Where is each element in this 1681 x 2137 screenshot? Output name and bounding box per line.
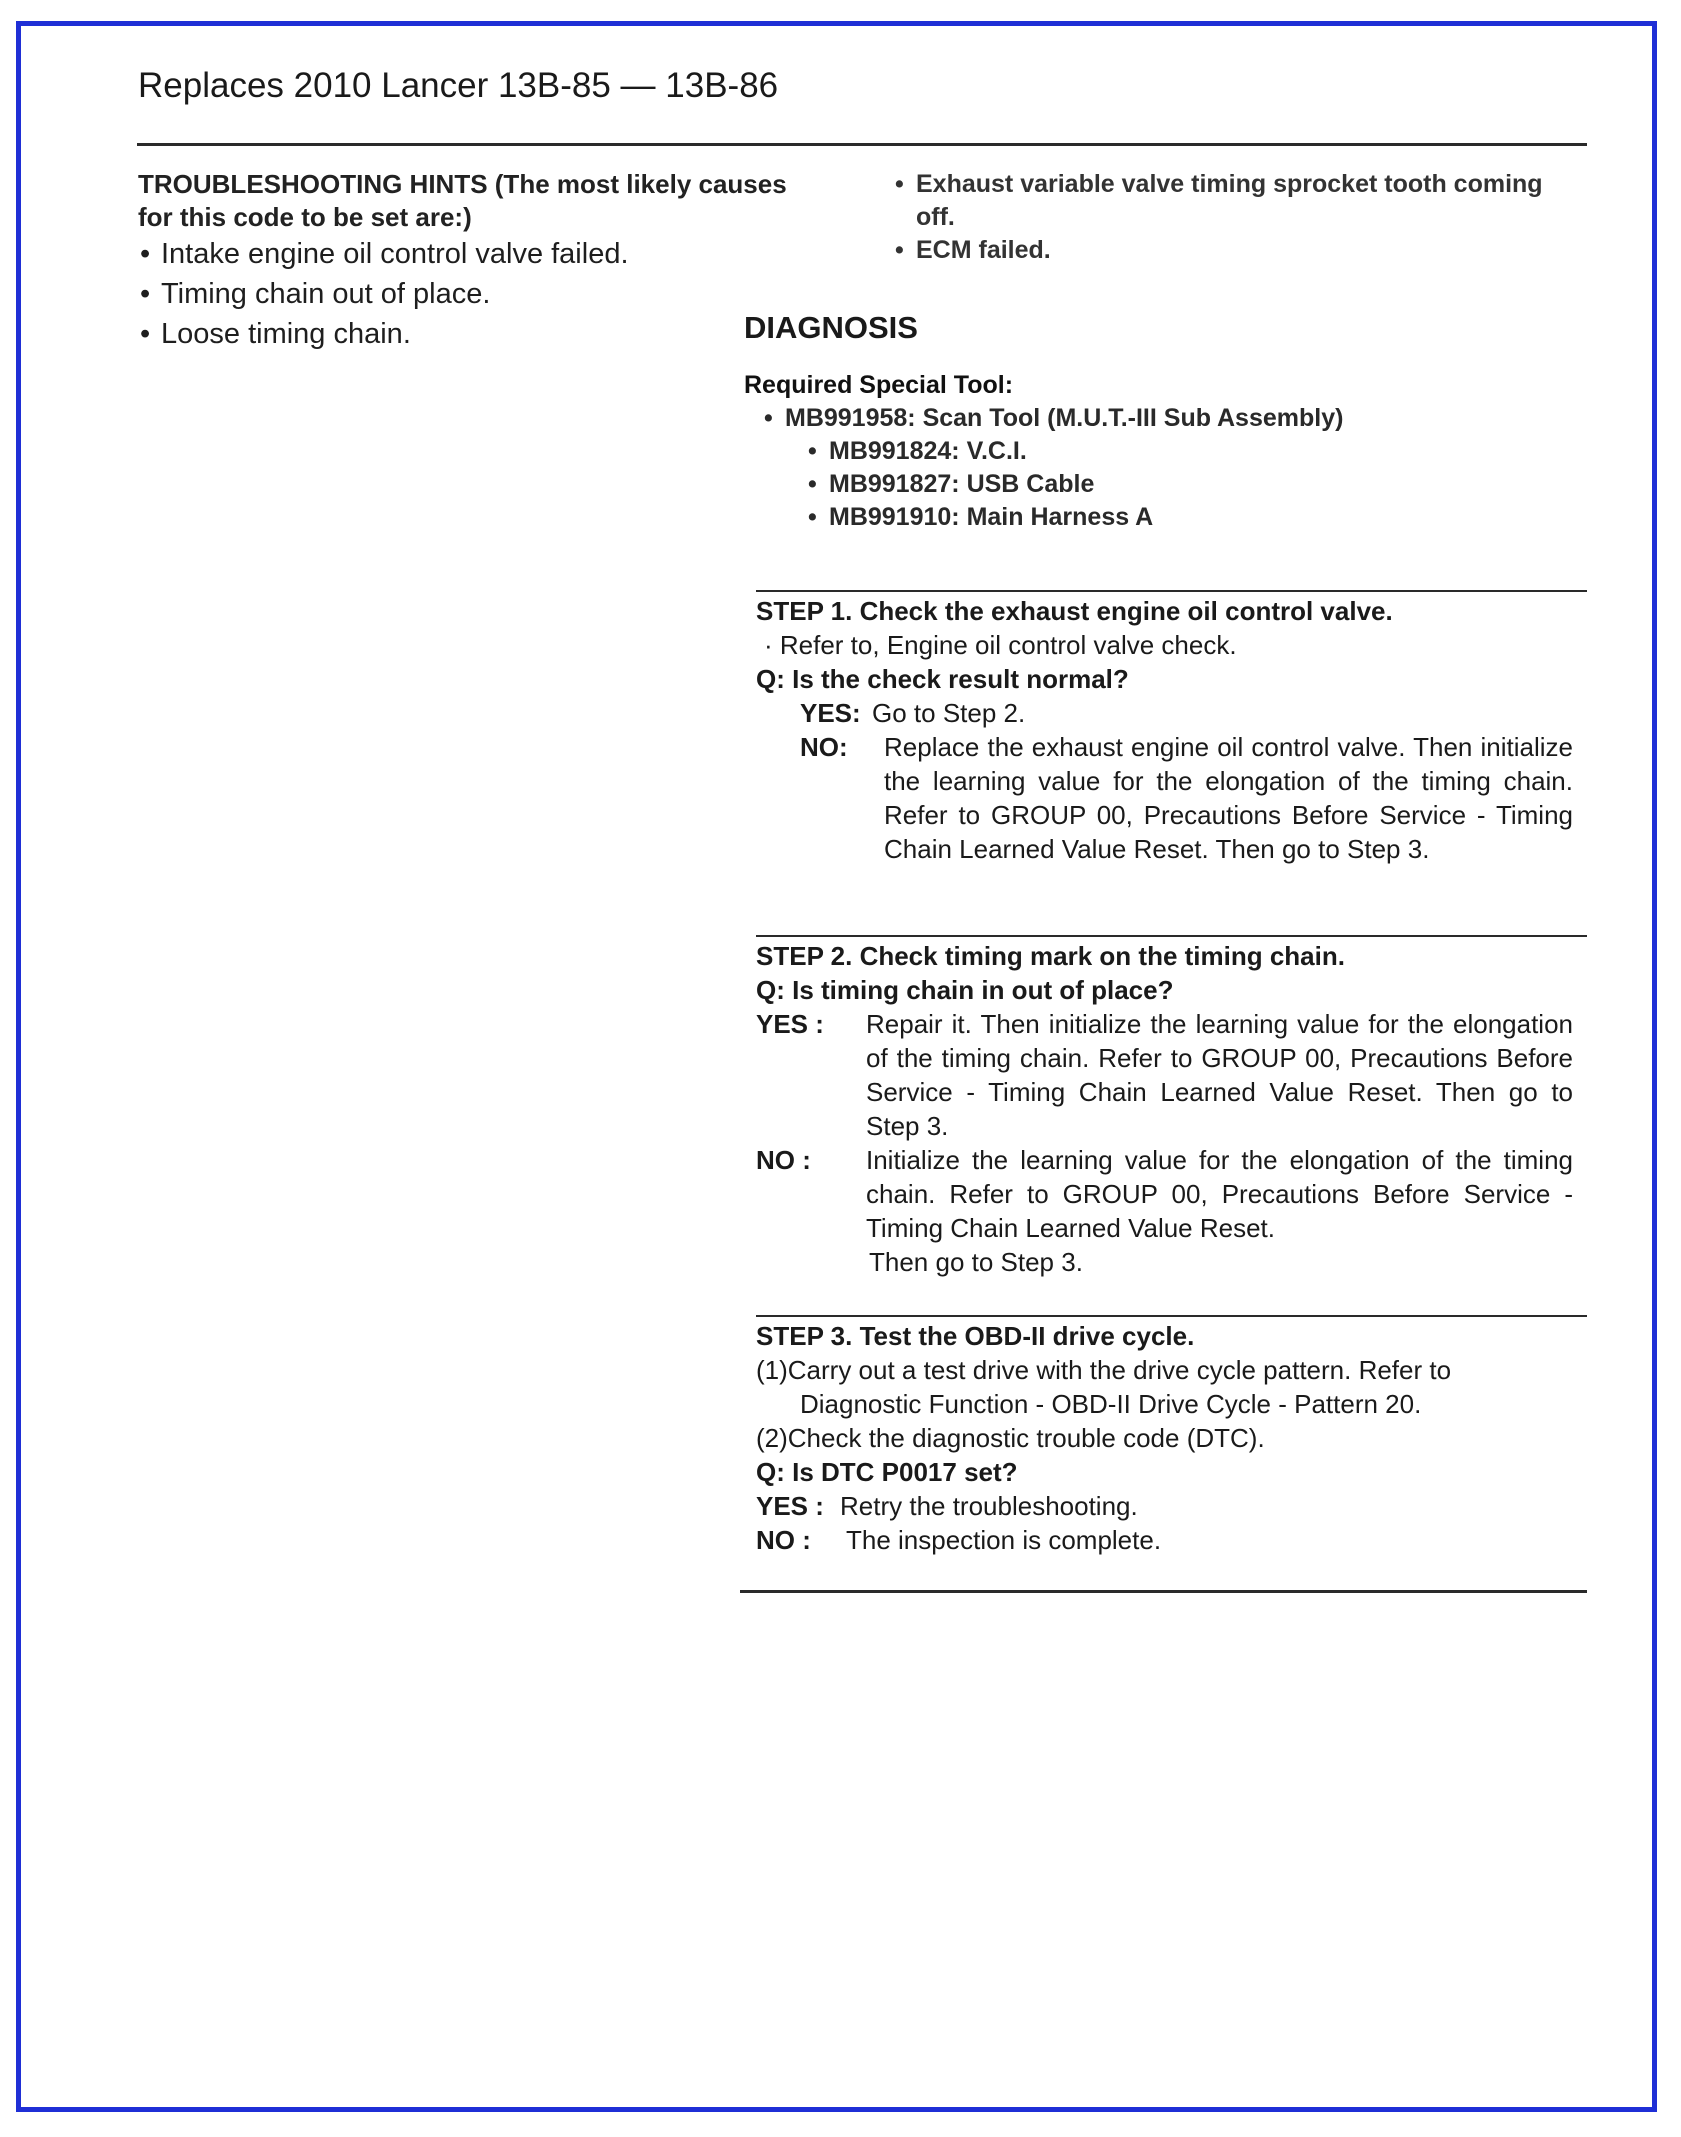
no-text [866, 1143, 1573, 1279]
hint-item: • Loose timing chain. [138, 314, 818, 354]
diagnosis-title: DIAGNOSIS [744, 310, 918, 345]
header-rule [137, 143, 1587, 146]
no-label: NO : [756, 1145, 811, 1175]
tool-subitem: • MB991824: V.C.I. [806, 435, 1584, 468]
hint-item: • ECM failed. [893, 234, 1593, 267]
step2-no [756, 1143, 1573, 1279]
no-text-main: Initialize the learning value for the elongation of the timing chain. Refer to GROUP 00, Precautions Before Service - Timing Chain Learned Value Reset. [866, 1145, 1573, 1243]
yes-label: YES: [800, 698, 861, 728]
step1-yes [756, 696, 1573, 730]
no-label: NO : [756, 1525, 811, 1555]
hint-item: • Intake engine oil control valve failed. [138, 234, 818, 274]
hints-list-right [893, 168, 1593, 267]
step1-rule [756, 590, 1587, 592]
step3-item1-cont: Diagnostic Function - OBD-II Drive Cycle - Pattern 20. [800, 1389, 1422, 1419]
yes-text: Retry the troubleshooting. [840, 1491, 1138, 1521]
no-text-end: Then go to Step 3. [869, 1247, 1083, 1277]
step1-note: · Refer to, Engine oil control valve check. [764, 630, 1237, 660]
yes-label: YES : [756, 1009, 824, 1039]
step3-no [756, 1523, 1573, 1557]
hints-list-left [138, 234, 818, 354]
tool-item: • MB991958: Scan Tool (M.U.T.-III Sub Assembly) [762, 402, 1584, 435]
tool-subitem: • MB991827: USB Cable [806, 468, 1584, 501]
step2-question: Q: Is timing chain in out of place? [756, 975, 1174, 1005]
step1-question: Q: Is the check result normal? [756, 664, 1129, 694]
step-1 [756, 594, 1573, 866]
hints-title: TROUBLESHOOTING HINTS (The most likely causes for this code to be set are:) [138, 169, 787, 232]
step3-title: STEP 3. Test the OBD-II drive cycle. [756, 1321, 1195, 1351]
yes-label: YES : [756, 1491, 824, 1521]
troubleshooting-hints [138, 168, 818, 354]
step-2 [756, 939, 1573, 1279]
hint-item: • Exhaust variable valve timing sprocket tooth coming off. [893, 168, 1556, 234]
diagnosis-section [744, 310, 1584, 534]
step2-title: STEP 2. Check timing mark on the timing chain. [756, 941, 1345, 971]
step3-yes [756, 1489, 1573, 1523]
special-tool-title: Required Special Tool: [744, 371, 1014, 399]
step3-item1: (1)Carry out a test drive with the drive cycle pattern. Refer to [756, 1355, 1452, 1385]
step3-rule [756, 1315, 1587, 1317]
tool-subitem: • MB991910: Main Harness A [806, 501, 1584, 534]
step1-title: STEP 1. Check the exhaust engine oil control valve. [756, 596, 1393, 626]
no-text: The inspection is complete. [846, 1525, 1162, 1555]
bottom-rule [740, 1590, 1587, 1593]
step2-yes [756, 1007, 1573, 1143]
yes-text: Go to Step 2. [872, 698, 1026, 728]
step2-rule [756, 935, 1587, 937]
yes-text: Repair it. Then initialize the learning value for the elongation of the timing chain. Refer to GROUP 00, Precautions Before Service - Timing Chain Learned Value Reset. Then go to Step 3. [866, 1009, 1573, 1141]
step1-no [756, 730, 1573, 866]
hint-item: • Timing chain out of place. [138, 274, 818, 314]
step-3 [756, 1319, 1573, 1557]
no-text: Replace the exhaust engine oil control valve. Then initialize the learning value for the elongation of the timing chain. Refer to GROUP 00, Precautions Before Service - Timing Chain Learned Value Reset. Then go to Step 3. [884, 732, 1573, 864]
step3-question: Q: Is DTC P0017 set? [756, 1457, 1018, 1487]
page-header: Replaces 2010 Lancer 13B-85 — 13B-86 [138, 66, 779, 105]
no-label: NO: [800, 732, 848, 762]
step3-item2: (2)Check the diagnostic trouble code (DTC). [756, 1423, 1265, 1453]
